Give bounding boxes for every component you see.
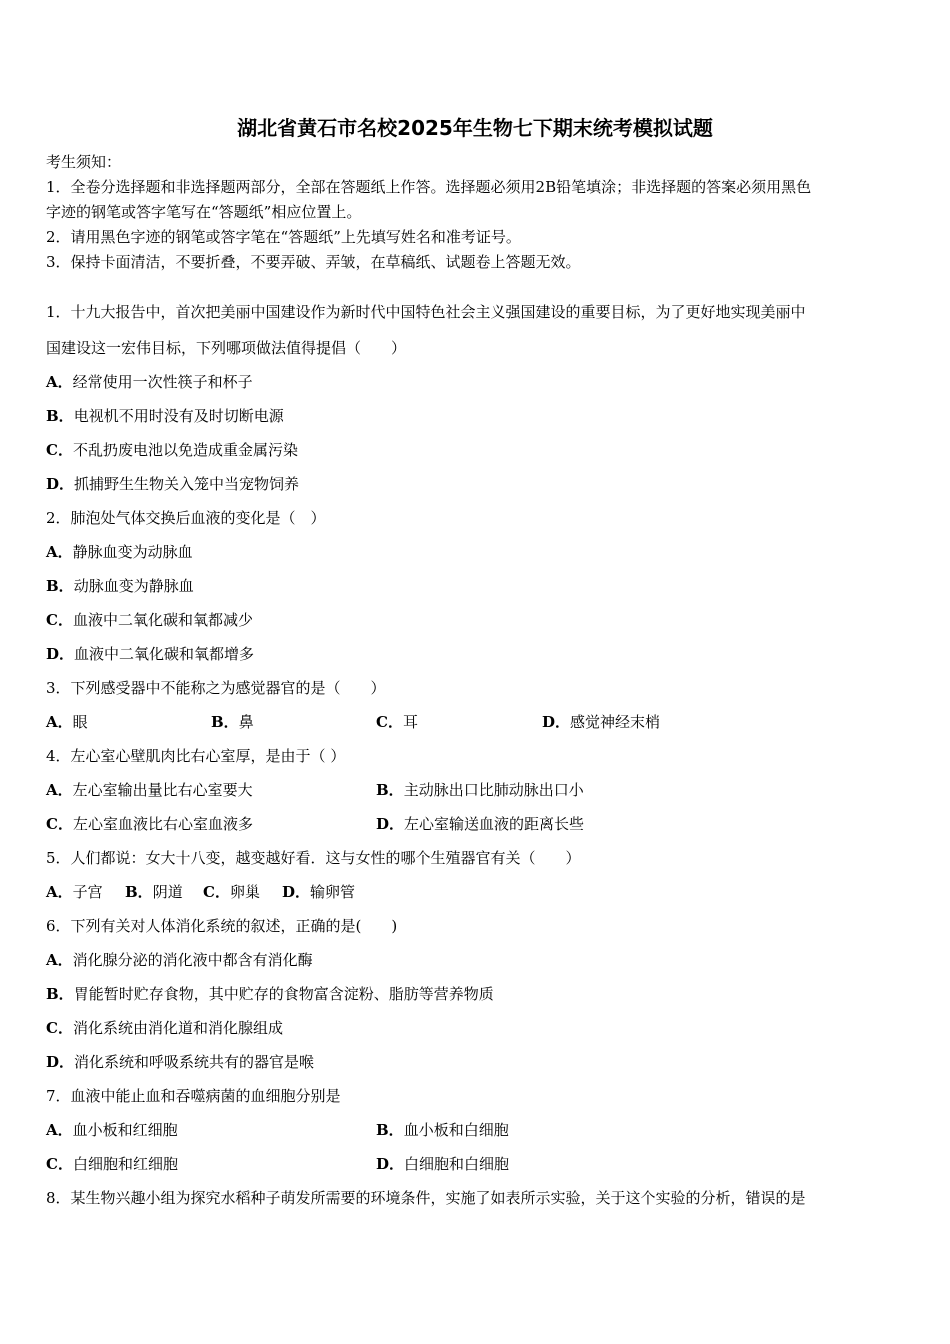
option-text: 白细胞和红细胞 (72, 1155, 178, 1173)
option-text: 消化腺分泌的消化液中都含有消化酶 (72, 951, 313, 969)
option-item (282, 882, 355, 902)
option-item (211, 712, 254, 732)
option-text: 鼻 (238, 713, 254, 731)
option-item (46, 950, 313, 970)
option-text: 电视机不用时没有及时切断电源 (73, 407, 284, 425)
option-text: 阴道 (152, 883, 183, 901)
option-item (376, 814, 584, 834)
option-text: 动脉血变为静脉血 (73, 577, 194, 595)
option-item (46, 644, 254, 664)
option-letter: B． (46, 407, 74, 425)
option-letter: D． (46, 1053, 75, 1071)
option-text: 眼 (72, 713, 88, 731)
option-letter: C． (46, 815, 73, 833)
option-item (203, 882, 260, 902)
option-letter: D． (376, 815, 405, 833)
option-letter: D． (46, 475, 75, 493)
option-text: 消化系统由消化道和消化腺组成 (72, 1019, 283, 1037)
option-item (46, 406, 284, 426)
option-item (376, 1120, 509, 1140)
notice-heading: 考生须知： (46, 153, 122, 171)
option-letter: A． (46, 883, 73, 901)
option-item (46, 984, 494, 1004)
option-item (376, 712, 418, 732)
option-letter: B． (376, 781, 404, 799)
option-item (46, 1154, 178, 1174)
option-item (46, 610, 253, 630)
question-stem: 8．某生物兴趣小组为探究水稻种子萌发所需要的环境条件，实施了如表所示实验，关于这个实验的分析，错误的是 (46, 1189, 806, 1207)
option-letter: A． (46, 713, 73, 731)
option-text: 胃能暂时贮存食物，其中贮存的食物富含淀粉、脂肪等营养物质 (73, 985, 494, 1003)
option-item (46, 780, 253, 800)
option-item (542, 712, 660, 732)
option-letter: B． (211, 713, 239, 731)
question-stem: 2．肺泡处气体交换后血液的变化是（ ） (46, 509, 326, 527)
option-letter: C． (46, 1019, 73, 1037)
option-letter: C． (203, 883, 230, 901)
option-text: 血液中二氧化碳和氧都增多 (74, 645, 255, 663)
option-text: 感觉神经末梢 (570, 713, 661, 731)
option-item (46, 1120, 178, 1140)
option-text: 耳 (402, 713, 418, 731)
option-letter: D． (542, 713, 571, 731)
option-letter: C． (46, 1155, 73, 1173)
option-text: 消化系统和呼吸系统共有的器官是喉 (74, 1053, 315, 1071)
option-text: 左心室输送血液的距离长些 (404, 815, 585, 833)
option-text: 血小板和红细胞 (72, 1121, 178, 1139)
option-text: 左心室输出量比右心室要大 (72, 781, 253, 799)
question-stem: 1．十九大报告中，首次把美丽中国建设作为新时代中国特色社会主义强国建设的重要目标，为了更好地实现美丽中 (46, 303, 806, 321)
notice-item: 1．全卷分选择题和非选择题两部分，全部在答题纸上作答。选择题必须用2B铅笔填涂；非选择题的答案必须用黑色 (46, 178, 812, 196)
option-text: 血液中二氧化碳和氧都减少 (72, 611, 253, 629)
option-text: 卵巢 (229, 883, 260, 901)
question-stem: 7．血液中能止血和吞噬病菌的血细胞分别是 (46, 1087, 341, 1105)
option-item (125, 882, 183, 902)
question-stem: 国建设这一宏伟目标，下列哪项做法值得提倡（ ） (46, 339, 407, 357)
option-item (46, 814, 253, 834)
question-stem: 4．左心室心壁肌肉比右心室厚，是由于（ ） (46, 747, 346, 765)
option-item (46, 372, 253, 392)
option-text: 抓捕野生生物关入笼中当宠物饲养 (74, 475, 300, 493)
option-text: 主动脉出口比肺动脉出口小 (403, 781, 584, 799)
option-item (46, 1018, 283, 1038)
question-stem: 3．下列感受器中不能称之为感觉器官的是（ ） (46, 679, 386, 697)
option-letter: A． (46, 781, 73, 799)
option-item (376, 1154, 509, 1174)
option-item (46, 1052, 314, 1072)
option-letter: A． (46, 951, 73, 969)
notice-item: 2．请用黑色字迹的钢笔或答字笔在“答题纸”上先填写姓名和准考证号。 (46, 228, 521, 246)
option-letter: A． (46, 543, 73, 561)
option-item (46, 474, 299, 494)
option-letter: C． (46, 611, 73, 629)
question-stem: 6．下列有关对人体消化系统的叙述，正确的是( ) (46, 917, 398, 935)
option-letter: C． (376, 713, 403, 731)
option-letter: B． (125, 883, 153, 901)
option-letter: B． (46, 985, 74, 1003)
option-letter: B． (46, 577, 74, 595)
option-letter: B． (376, 1121, 404, 1139)
option-text: 子宫 (72, 883, 103, 901)
option-text: 经常使用一次性筷子和杯子 (72, 373, 253, 391)
option-letter: D． (282, 883, 311, 901)
option-text: 输卵管 (310, 883, 356, 901)
option-letter: D． (376, 1155, 405, 1173)
option-letter: D． (46, 645, 75, 663)
option-item (46, 882, 103, 902)
option-item (376, 780, 584, 800)
option-item (46, 576, 194, 596)
question-stem: 5．人们都说：女大十八变，越变越好看．这与女性的哪个生殖器官有关（ ） (46, 849, 581, 867)
option-text: 血小板和白细胞 (403, 1121, 509, 1139)
notice-item: 字迹的钢笔或答字笔写在“答题纸”相应位置上。 (46, 203, 362, 221)
option-text: 左心室血液比右心室血液多 (72, 815, 253, 833)
option-item (46, 542, 193, 562)
option-letter: A． (46, 1121, 73, 1139)
option-item (46, 440, 298, 460)
page-title: 湖北省黄石市名校2025年生物七下期末统考模拟试题 (237, 116, 713, 140)
option-letter: C． (46, 441, 73, 459)
option-letter: A． (46, 373, 73, 391)
option-text: 白细胞和白细胞 (404, 1155, 510, 1173)
option-text: 静脉血变为动脉血 (72, 543, 193, 561)
option-text: 不乱扔废电池以免造成重金属污染 (72, 441, 298, 459)
notice-item: 3．保持卡面清洁，不要折叠，不要弄破、弄皱，在草稿纸、试题卷上答题无效。 (46, 253, 581, 271)
option-item (46, 712, 88, 732)
